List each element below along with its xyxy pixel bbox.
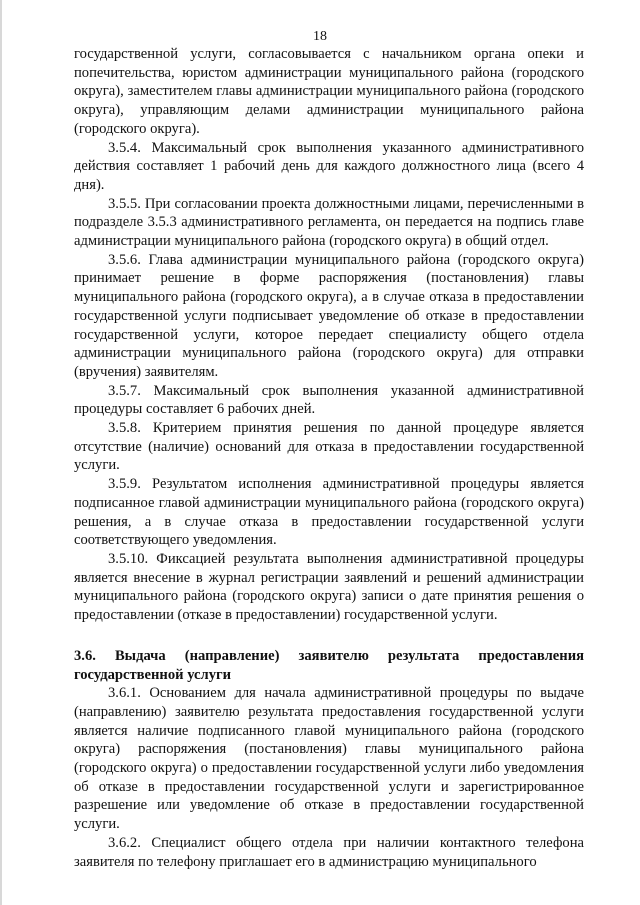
- paragraph-3-5-6: 3.5.6. Глава администрации муниципального района (городского округа) принимает решение в форме распоряжения (постановления) главы муниципального района (городского округа), а в случае отказа в предоставлении государственной услуги подписывает уведомление об отказе в предоставлении государственной услуги, которое передает специалисту общего отдела администрации муниципального района (городского округа) для отправки (вручения) заявителям.: [74, 251, 584, 380]
- paragraph-3-5-10: 3.5.10. Фиксацией результата выполнения административной процедуры является внесение в журнал регистрации заявлений и решений администрации муниципального района (городского округа) записи о дате принятия решения о предоставлении (отказе в предоставлении) государственной услуги.: [74, 550, 584, 624]
- paragraph-3-5-9: 3.5.9. Результатом исполнения административной процедуры является подписанное главой администрации муниципального района (городского округа) решения, а в случае отказа в предоставлении государственной услуги соответствующего уведомления.: [74, 476, 584, 549]
- section-heading-3-6: 3.6. Выдача (направление) заявителю результата предоставления государственной услуги: [74, 647, 584, 683]
- paragraph-continuation: государственной услуги, согласовывается с начальником органа опеки и попечительства, юристом администрации муниципального района (городского округа), заместителем главы администрации муниципального района (городского округа), управляющим делами администрации муниципального района (городского округа).: [74, 46, 584, 137]
- paragraph-3-5-8: 3.5.8. Критерием принятия решения по данной процедуре является отсутствие (наличие) оснований для отказа в предоставлении государственной услуги.: [74, 420, 584, 474]
- paragraph-3-6-1: 3.6.1. Основанием для начала административной процедуры по выдаче (направлению) заявителю результата предоставления государственной услуги является наличие подписанного главой муниципального района (городского округа) распоряжения (постановления) главы муниципального района (городского округа) о предоставлении государственной услуги либо уведомления об отказе в предоставлении государственной услуги и зарегистрированное разрешение или уведомление об отказе в предоставлении государственной услуги.: [74, 685, 584, 833]
- document-body: [74, 45, 584, 871]
- paragraph-3-5-7: 3.5.7. Максимальный срок выполнения указанной административной процедуры составляет 6 рабочих дней.: [74, 382, 584, 418]
- page-number: 18: [313, 29, 327, 44]
- page-edge-shadow: [0, 0, 2, 905]
- paragraph-3-5-5: 3.5.5. При согласовании проекта должностными лицами, перечисленными в подразделе 3.5.3 административного регламента, он передается на подпись главе администрации муниципального района (городского округа) в общий отдел.: [74, 195, 584, 250]
- paragraph-3-6-2: 3.6.2. Специалист общего отдела при наличии контактного телефона заявителя по телефону приглашает его в администрацию муниципального: [74, 834, 584, 870]
- paragraph-3-5-4: 3.5.4. Максимальный срок выполнения указанного административного действия составляет 1 рабочий день для каждого должностного лица (всего 4 дня).: [74, 139, 584, 193]
